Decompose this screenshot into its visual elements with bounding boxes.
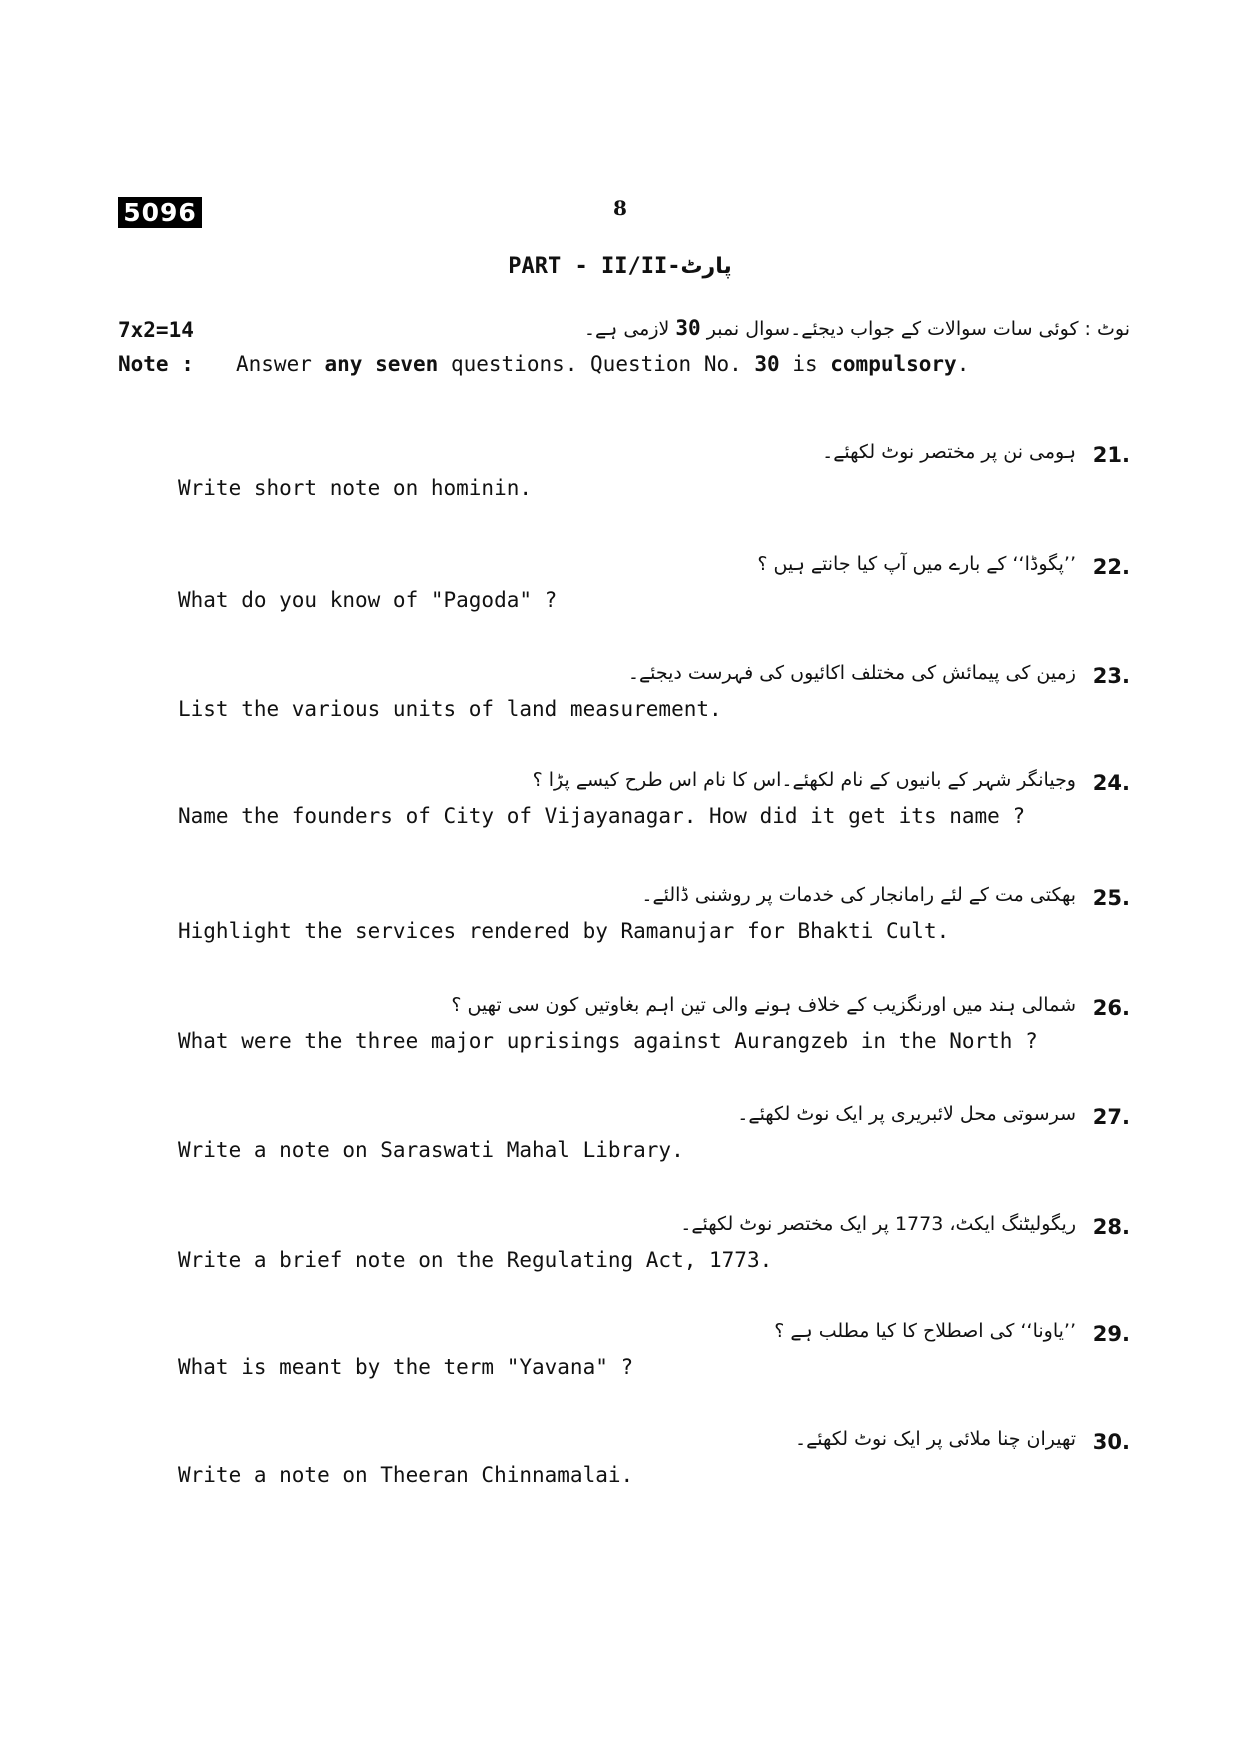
question-english: What do you know of "Pagoda" ?: [178, 588, 558, 612]
question-item: [0, 1215, 1240, 1305]
question-number: 27.: [1092, 1105, 1130, 1129]
note-urdu: [584, 316, 1130, 340]
part-heading: [0, 254, 1240, 279]
question-english: What were the three major uprisings against Aurangzeb in the North ?: [178, 1029, 1038, 1053]
question-english: What is meant by the term "Yavana" ?: [178, 1355, 634, 1379]
note-urdu-prefix: نوٹ : کوئی سات سوالات کے جواب دیجئے۔سوال نمبر: [706, 318, 1130, 340]
question-urdu: ’’یاونا‘‘ کی اصطلاح کا کیا مطلب ہے ؟: [774, 1320, 1076, 1342]
question-number: 22.: [1092, 555, 1130, 579]
question-item: [0, 1322, 1240, 1412]
note-english: [118, 352, 969, 376]
question-urdu: ہومی نن پر مختصر نوٹ لکھئے۔: [822, 441, 1076, 463]
note-urdu-number: 30: [675, 316, 701, 340]
note-emphasis: 30: [754, 352, 780, 376]
question-urdu: سرسوتی محل لائبریری پر ایک نوٹ لکھئے۔: [737, 1103, 1076, 1125]
question-number: 30.: [1092, 1430, 1130, 1454]
question-number: 25.: [1092, 886, 1130, 910]
question-number: 28.: [1092, 1215, 1130, 1239]
question-urdu: ریگولیٹنگ ایکٹ، 1773 پر ایک مختصر نوٹ لکھئے۔: [680, 1213, 1076, 1235]
note-label: Note :: [118, 352, 194, 376]
question-item: [0, 1105, 1240, 1195]
note-text: Answer: [236, 352, 325, 376]
question-urdu: تھیران چنا ملائی پر ایک نوٹ لکھئے۔: [794, 1428, 1076, 1450]
question-urdu: وجیانگر شہر کے بانیوں کے نام لکھئے۔اس کا نام اس طرح کیسے پڑا ؟: [532, 769, 1076, 791]
note-text: .: [956, 352, 970, 376]
question-urdu: ’’پگوڈا‘‘ کے بارے میں آپ کیا جانتے ہیں ؟: [757, 553, 1076, 575]
note-urdu-suffix: لازمی ہے۔: [583, 318, 670, 340]
note-text: is: [779, 352, 831, 376]
question-number: 23.: [1092, 664, 1130, 688]
question-english: Write a brief note on the Regulating Act, 1773.: [178, 1248, 773, 1272]
question-item: [0, 1430, 1240, 1520]
marks-allocation: 7x2=14: [118, 318, 194, 342]
note-text: questions. Question No.: [438, 352, 755, 376]
paper-code-badge: 5096: [118, 197, 202, 228]
question-number: 21.: [1092, 443, 1130, 467]
question-item: [0, 996, 1240, 1086]
question-item: [0, 664, 1240, 754]
question-item: [0, 443, 1240, 533]
question-number: 29.: [1092, 1322, 1130, 1346]
question-number: 24.: [1092, 771, 1130, 795]
question-english: Name the founders of City of Vijayanagar. How did it get its name ?: [178, 804, 1026, 828]
note-emphasis: any seven: [324, 352, 439, 376]
question-item: [0, 555, 1240, 645]
question-english: Write short note on hominin.: [178, 476, 533, 500]
question-urdu: شمالی ہند میں اورنگزیب کے خلاف ہونے والی تین اہم بغاوتیں کون سی تھیں ؟: [451, 994, 1076, 1016]
question-english: Write a note on Saraswati Mahal Library.: [178, 1138, 684, 1162]
question-item: [0, 886, 1240, 976]
part-title: PART - II/II-: [508, 254, 681, 279]
part-title-urdu: پارٹ: [680, 254, 732, 279]
question-english: Write a note on Theeran Chinnamalai.: [178, 1463, 634, 1487]
question-english: List the various units of land measurement.: [178, 697, 722, 721]
question-urdu: بھکتی مت کے لئے رامانجار کی خدمات پر روشنی ڈالئے۔: [641, 884, 1076, 906]
question-item: [0, 771, 1240, 861]
question-urdu: زمین کی پیمائش کی مختلف اکائیوں کی فہرست دیجئے۔: [627, 662, 1076, 684]
page-number: 8: [613, 196, 627, 220]
question-number: 26.: [1092, 996, 1130, 1020]
question-english: Highlight the services rendered by Ramanujar for Bhakti Cult.: [178, 919, 950, 943]
note-emphasis: compulsory: [830, 352, 957, 376]
